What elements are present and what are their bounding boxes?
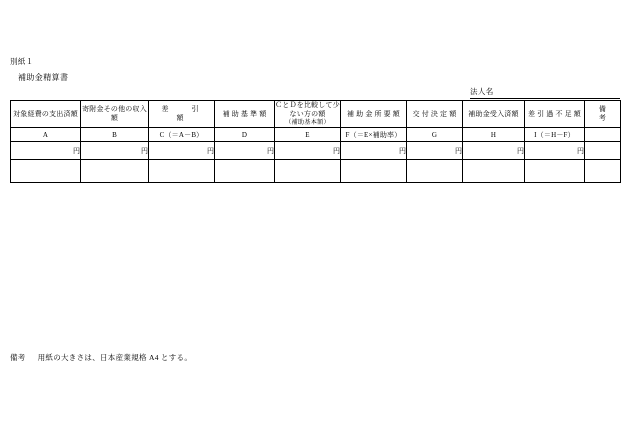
value-cell[interactable]: 円 — [463, 142, 525, 160]
column-header — [149, 101, 222, 128]
column-symbol: G — [407, 128, 463, 142]
value-cell[interactable]: 円 — [81, 142, 149, 160]
column-header: 寄附金その他の収入額 — [81, 101, 149, 128]
blank-cell[interactable] — [81, 160, 149, 183]
column-header: 交 付 決 定 額 — [407, 101, 463, 128]
footer-note — [10, 352, 192, 363]
column-header-text: ＣとＤを比較して少ない方の額 — [275, 101, 340, 119]
column-header — [275, 101, 341, 128]
footer-note-prefix: 備考 — [10, 353, 26, 362]
blank-cell[interactable] — [463, 160, 525, 183]
value-cell[interactable]: 円 — [407, 142, 463, 160]
blank-cell[interactable] — [11, 160, 81, 183]
column-symbol: E — [275, 128, 341, 142]
column-symbol: D — [215, 128, 275, 142]
column-symbol — [585, 128, 621, 142]
table-header-row — [11, 101, 621, 128]
blank-cell[interactable] — [407, 160, 463, 183]
value-cell[interactable]: 円 — [525, 142, 585, 160]
column-symbol: A — [11, 128, 81, 142]
table-blank-row — [11, 160, 621, 183]
value-cell[interactable] — [585, 142, 621, 160]
value-cell[interactable]: 円 — [215, 142, 275, 160]
column-header: 備 考 — [585, 101, 621, 128]
blank-cell[interactable] — [525, 160, 585, 183]
table-value-row — [11, 142, 621, 160]
value-cell[interactable]: 円 — [275, 142, 341, 160]
column-header: 対象経費の支出済額 — [11, 101, 81, 128]
column-symbol: H — [463, 128, 525, 142]
column-symbol: F（＝E×補助率） — [341, 128, 407, 142]
value-cell[interactable]: 円 — [11, 142, 81, 160]
column-header: 補助金受入済額 — [463, 101, 525, 128]
column-symbol: B — [81, 128, 149, 142]
footer-note-text: 用紙の大きさは、日本産業規格 A4 とする。 — [37, 353, 193, 362]
page-title: 補助金精算書 — [18, 73, 69, 82]
settlement-table — [10, 100, 628, 183]
column-header-subtext: （補助基本額） — [285, 118, 330, 126]
blank-cell[interactable] — [585, 160, 621, 183]
column-header-text: 差 引 額 — [161, 105, 222, 122]
column-header: 差 引 過 不 足 額 — [525, 101, 585, 128]
column-symbol: C（＝A－B） — [149, 128, 215, 142]
corporation-name-field: 法人名 — [470, 86, 620, 99]
column-header: 補 助 基 準 額 — [215, 101, 275, 128]
column-header: 補 助 金 所 要 額 — [341, 101, 407, 128]
blank-cell[interactable] — [149, 160, 215, 183]
table-symbol-row — [11, 128, 621, 142]
blank-cell[interactable] — [275, 160, 341, 183]
column-symbol: I（＝H－F） — [525, 128, 585, 142]
value-cell[interactable]: 円 — [149, 142, 215, 160]
value-cell[interactable]: 円 — [341, 142, 407, 160]
blank-cell[interactable] — [215, 160, 275, 183]
blank-cell[interactable] — [341, 160, 407, 183]
document-id: 別紙１ — [10, 57, 34, 66]
